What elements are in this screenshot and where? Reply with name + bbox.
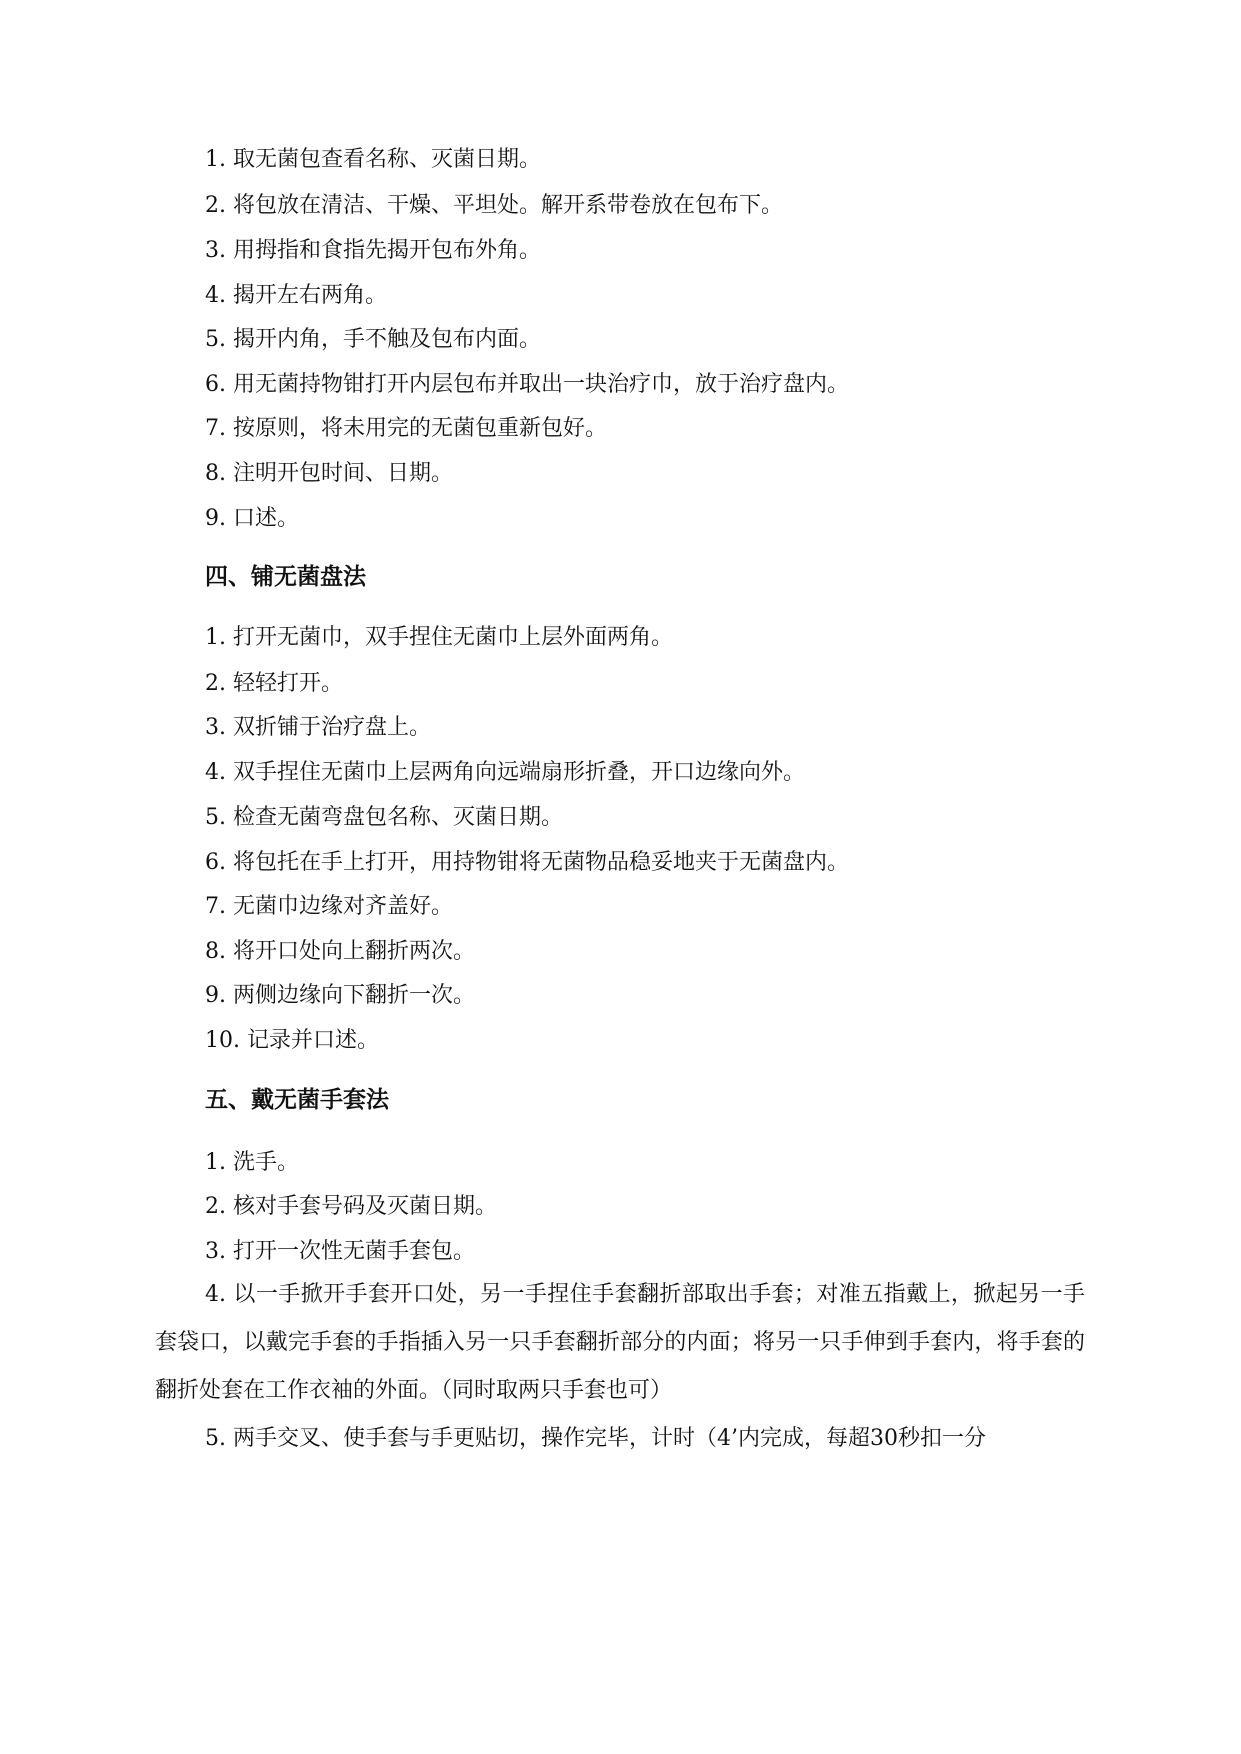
list-item: 7. 无菌巾边缘对齐盖好。 [205, 894, 453, 919]
list-item: 10. 记录并口述。 [205, 1028, 379, 1053]
list-item: 9. 两侧边缘向下翻折一次。 [205, 983, 475, 1008]
list-item: 1. 洗手。 [205, 1150, 299, 1175]
list-item: 8. 注明开包时间、日期。 [205, 461, 453, 486]
list-item: 1. 取无菌包查看名称、灭菌日期。 [205, 147, 541, 172]
list-item: 5. 揭开内角，手不触及包布内面。 [205, 327, 541, 352]
paragraph: 4. 以一手掀开手套开口处，另一手捏住手套翻折部取出手套；对准五指戴上，掀起另一手套袋口，以戴完手套的手指插入另一只手套翻折部分的内面；将另一只手伸到手套内，将手套的翻折处套在工作衣袖的外面。（同时取两只手套也可） [155, 1282, 1085, 1403]
list-item: 7. 按原则，将未用完的无菌包重新包好。 [205, 416, 607, 441]
list-item: 2. 轻轻打开。 [205, 671, 343, 696]
list-item: 6. 用无菌持物钳打开内层包布并取出一块治疗巾，放于治疗盘内。 [205, 372, 849, 397]
list-item: 4. 双手捏住无菌巾上层两角向远端扇形折叠，开口边缘向外。 [205, 760, 805, 785]
list-item: 2. 将包放在清洁、干燥、平坦处。解开系带卷放在包布下。 [205, 193, 783, 218]
list-item: 9. 口述。 [205, 506, 299, 531]
paragraph: 5. 两手交叉、使手套与手更贴切，操作完毕，计时（4’内完成，每超30秒扣一分 [205, 1426, 986, 1451]
list-item: 3. 打开一次性无菌手套包。 [205, 1239, 475, 1264]
list-item: 2. 核对手套号码及灭菌日期。 [205, 1194, 497, 1219]
list-item: 8. 将开口处向上翻折两次。 [205, 939, 475, 964]
list-item: 1. 打开无菌巾，双手捏住无菌巾上层外面两角。 [205, 625, 673, 650]
section-heading: 四、铺无菌盘法 [205, 564, 366, 590]
section-heading: 五、戴无菌手套法 [205, 1087, 389, 1113]
list-item: 5. 检查无菌弯盘包名称、灭菌日期。 [205, 805, 563, 830]
list-item: 4. 揭开左右两角。 [205, 283, 387, 308]
list-item: 6. 将包托在手上打开，用持物钳将无菌物品稳妥地夹于无菌盘内。 [205, 850, 849, 875]
list-item: 3. 用拇指和食指先揭开包布外角。 [205, 238, 541, 263]
list-item: 3. 双折铺于治疗盘上。 [205, 715, 431, 740]
